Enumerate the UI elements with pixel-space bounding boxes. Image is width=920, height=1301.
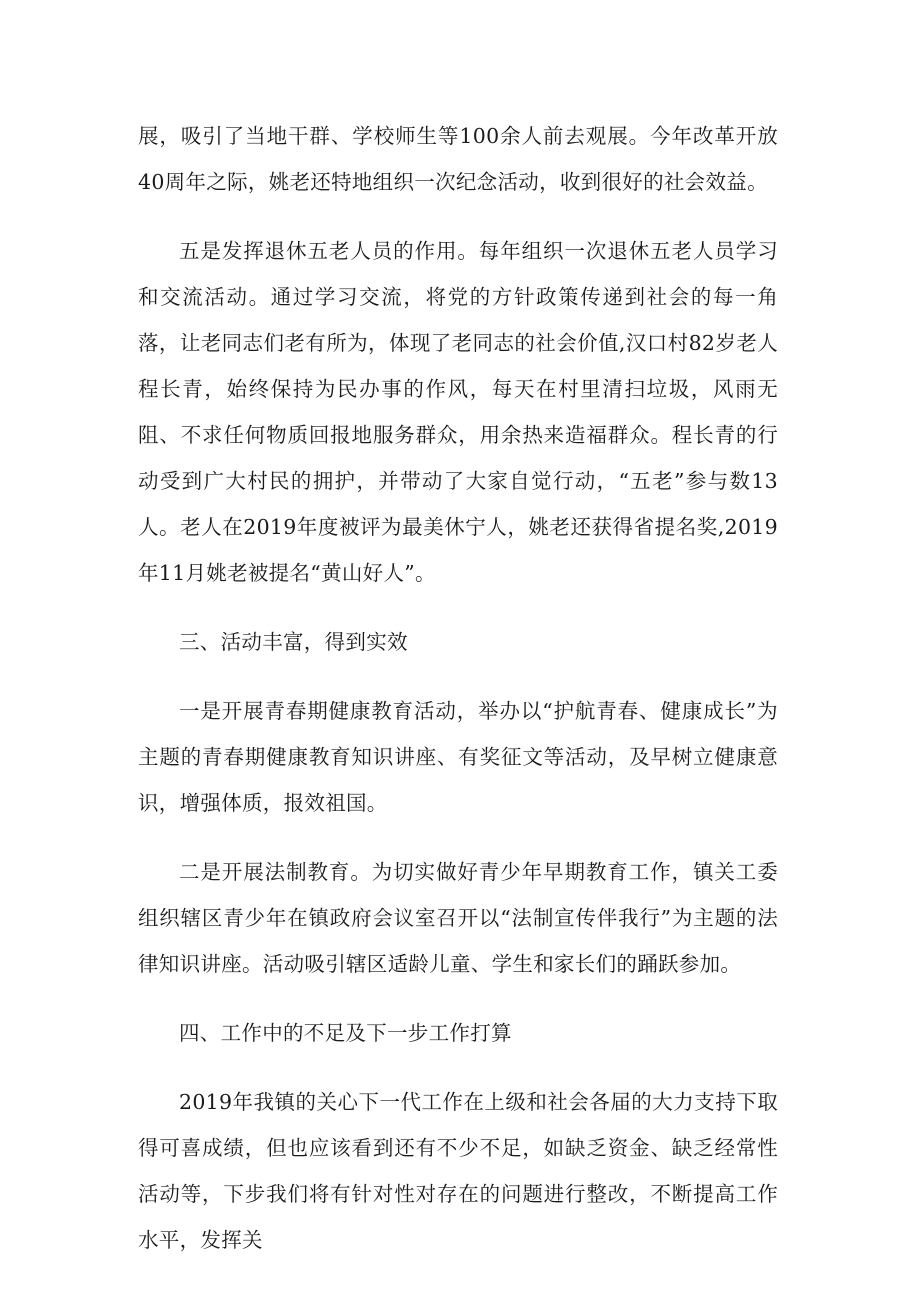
paragraph-legal-education: 二是开展法制教育。为切实做好青少年早期教育工作，镇关工委组织辖区青少年在镇政府会议室召开以“法制宣传伴我行”为主题的法律知识讲座。活动吸引辖区适龄儿童、学生和家长们的踊跃参加。 — [138, 860, 778, 976]
paragraph-summary: 2019年我镇的关心下一代工作在上级和社会各届的大力支持下取得可喜成绩，但也应该看到还有不少不足，如缺乏资金、缺乏经常性活动等，下步我们将有针对性对存在的问题进行整改，不断提高工作水平，发挥关 — [138, 1090, 778, 1252]
document-body — [138, 113, 778, 1286]
paragraph-five-elders: 五是发挥退休五老人员的作用。每年组织一次退休五老人员学习和交流活动。通过学习交流，将党的方针政策传递到社会的每一角落，让老同志们老有所为，体现了老同志的社会价值,汉口村82岁老人程长青，始终保持为民办事的作风，每天在村里清扫垃圾，风雨无阻、不求任何物质回报地服务群众，用余热来造福群众。程长青的行动受到广大村民的拥护，并带动了大家自觉行动，“五老”参与数13人。老人在2019年度被评为最美休宁人，姚老还获得省提名奖,2019年11月姚老被提名“黄山好人”。 — [138, 239, 778, 585]
paragraph-continuation: 展，吸引了当地干群、学校师生等100余人前去观展。今年改革开放40周年之际，姚老还特地组织一次纪念活动，收到很好的社会效益。 — [138, 124, 778, 194]
section-heading-activities: 三、活动丰富，得到实效 — [179, 630, 408, 654]
section-heading-shortcomings: 四、工作中的不足及下一步工作打算 — [179, 1021, 512, 1045]
paragraph-health-education: 一是开展青春期健康教育活动，举办以“护航青春、健康成长”为主题的青春期健康教育知识讲座、有奖征文等活动，及早树立健康意识，增强体质，报效祖国。 — [138, 699, 778, 815]
